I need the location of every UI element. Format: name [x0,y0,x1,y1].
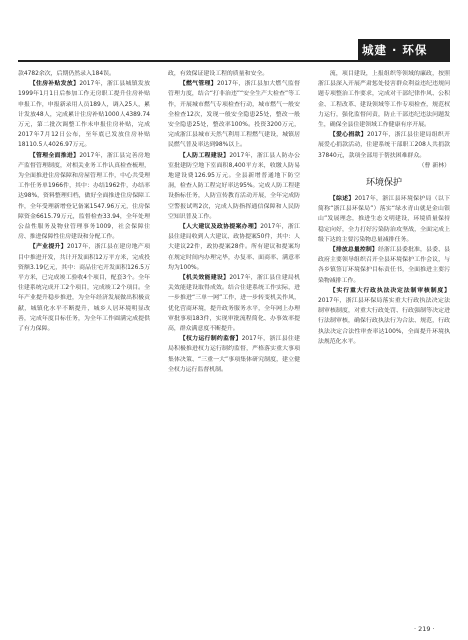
paragraph [168,222,300,273]
paragraph [318,194,450,245]
paragraph-heading: 【爱心捐款】 [329,132,367,139]
paragraph-text: 经浙江县委批准，县委、县政府主要领导组织召开全县环境保护工作会议，与各乡镇签订环境保护目标责任书，全面推进主要污染物减排工作。 [318,247,451,284]
paragraph-heading: 【产业提升】 [29,244,67,251]
paragraph [168,151,300,222]
header-rule [18,60,450,62]
paragraph [18,69,150,79]
text-column-1 [18,69,150,334]
page-number: · 219 · [414,625,435,633]
paragraph-text: 2017年，浙江县住建局收到人大建议、政协提案50件，其中：人大建议22件，政协提案28件。所有建议和提案均在规定时间内办理完毕，办复率、面商率、满意率均为100%。 [168,224,300,271]
paragraph [18,151,150,243]
paragraph [318,286,450,347]
paragraph-text: 2017年，浙江县加大燃气监督管理力度，结合“打非治违”“安全生产大检查”等工作，开展城市燃气专项检查行动，城市燃气一般安全检查12次，发现一般安全隐患25处，整改一般安全隐患25处，整改率100%。投资3200万元，完成浙江县城市天然气利用工程燃气建设，城镇居民燃气普及率达到98%以上。 [168,81,301,149]
paragraph-text: 2017年，浙江县在建房地产项目中推进开发，共计开发面积12万平方米，完成投资额3.19亿元，其中：商品住宅开发面积126.5万平方米，已完成竣工验收4个项目，配套3个。全年住建系统完成开工2个项目，完成竣工2个项目。全年产业提升稳步推进，为全年经济发展做出积极贡献，城镇化水平不断提升，城乡人居环境明显改善，完成年度目标任务，为全年工作圆满完成提供了有力保障。 [18,244,151,333]
paragraph-heading: 【实行重大行政执法决定法制审核制度】 [329,287,450,294]
section-title: 环境保护 [365,178,402,189]
paragraph-text: 2017年，浙江县完善房地产监督管理制度，对相关业务工作认真检查梳理，为全面推进住房保障和房屋管理工作，中心共受理工作任务单1966件，其中：办结1962件，办结率达98%，资料整理归档，做好全面推进住房保障工作，全年受理新增登记备案1547.96万元，住房保障资金6615.79万元，监督检查33.94，全年处理公益性服务及物业管理事务1009，社会保障住房、推进保障性住房建设和分配工作。 [18,152,150,241]
author-credit: （曹 新林） [418,162,450,169]
text-column-2 [168,69,300,375]
paragraph-text: 2017年，浙江县城镇发放1999年1月1日后参加工作无房职工提升住房补贴申报工作，申报新录用人员189人，调入25人，累计发放48人，完成累计住房补贴1000人4389.74万元，第二批次调整工作未申报住房补贴，完成2017年7月12日公布，至年底已发放住房补贴18110.5人4026.97万元。 [18,81,150,149]
paragraph-text: 流，项目建设，上报组织等领域的廉政，按照浙江县深入开展严肃惩处侵害群众利益违纪违规问题专项整治工作要求，完成对干部纪律作风、公积金、工程改革、建设领域等工作专项检查，规范权力运行，强化监督问责，防止干部违纪违法问题发生，确保全县住建领域工作健康有序开展。 [318,71,450,129]
paragraph-heading: 【机关效能建设】 [179,275,230,282]
paragraph-heading: 【排放总量控制】 [329,247,378,254]
paragraph-heading: 【人防工程建设】 [179,152,230,159]
paragraph-heading: 【管理全面推进】 [29,152,80,159]
paragraph-text: 2017年，浙江县环境保护局（以下简称“浙江县环保局”）落实“绿水青山就是金山银山”发展理念，推进生态文明建设，环境质量保持稳定向好，全力打好污染防治攻坚战，全面完成上级下达的主要污染物总量减排任务。 [318,196,451,243]
paragraph-text: 款4782余次，后期仍然录入184误。 [18,71,115,77]
paragraph-text: 2017年，浙江县住建局组织开展爱心捐款活动，住建系统干部职工208人共捐款37840元，款项全部用于帮扶困难群众。 [318,132,451,159]
paragraph [168,334,300,375]
paragraph-heading: 【住房补贴发放】 [29,81,80,88]
paragraph-heading: 【权力运行制约监督】 [179,336,242,343]
paragraph [168,69,300,79]
text-column-3 [318,69,450,347]
section-header-title: 城建 · 环保 [362,43,428,57]
paragraph [318,130,450,161]
paragraph [318,245,450,286]
paragraph-text: 2017年，浙江县住建局积极推进权力运行制约监督，严格落实重大事项集体决策、“三重一大”事项集体研究制度，建立健全权力运行监督机制。 [168,336,300,373]
paragraph [318,69,450,130]
paragraph-heading: 【燃气管理】 [179,81,217,88]
paragraph [168,79,300,150]
paragraph [18,79,150,150]
paragraph [168,273,300,334]
paragraph-text: 2017年，浙江县环保局落实重大行政执法决定法制审核制度，对重大行政处罚、行政强制等决定进行法制审核，确保行政执法行为合法、规范，行政执法决定合法性审查率达100%，全面提升环境执法规范化水平。 [318,298,450,345]
paragraph-heading: 【综述】 [329,196,355,203]
paragraph-heading: 【人大建议及政协提案办理】 [179,224,261,231]
paragraph-text: 政，有效保证建设工程的质量和安全。 [168,71,269,77]
paragraph-text: 2017年，浙江县住建局机关效能建设取得成效。结合住建系统工作实际，进一步推进“三单一网”工作，进一步转变机关作风，优化营商环境，提升政务服务水平，全年网上办理审批事项183件，实现审批流程简化、办事效率提高，群众满意度不断提升。 [168,275,300,333]
paragraph-text: 2017年，浙江县人防办公室批建防空地下室面积8,400平方米，收缴人防易地建设费126.95万元。全县新增普通地下防空洞，检查人防工程完好率达95%。完成人防工程建设指标任务，人防宣传教育活动开展，全年完成防空警报试鸣2次，完成人防指挥通信保障和人民防空知识普及工作。 [168,152,300,220]
paragraph [18,242,150,334]
